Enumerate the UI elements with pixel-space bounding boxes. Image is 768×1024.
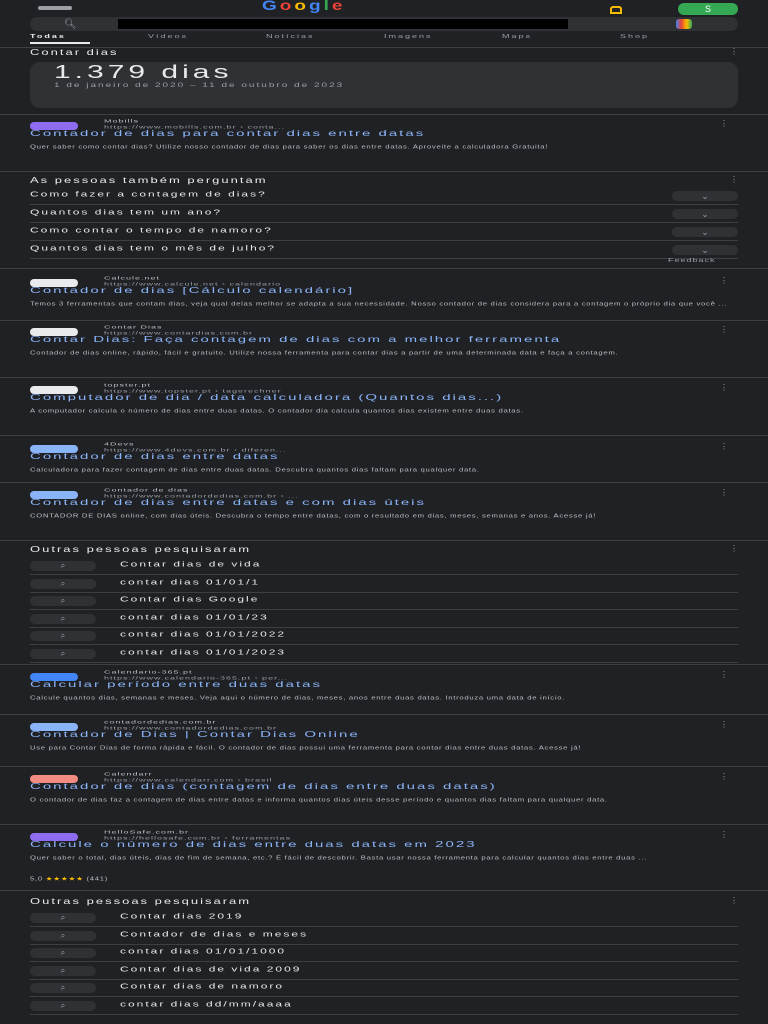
review-count: (441) [86,876,108,882]
related-search-text: contar dias 01/01/2023 [120,647,287,656]
tab-imagens[interactable]: Imagens [384,33,433,39]
search-icon: ⌕ [30,983,96,993]
site-name[interactable]: HelloSafe.com.br [104,829,190,835]
related-search-text: contar dias dd/mm/aaaa [120,999,293,1008]
logo-letter: e [331,0,346,14]
result-snippet: CONTADOR DE DIAS online, com dias úteis. Descubra o tempo entre datas, com o resultado em dias, meses, semanas e anos. Acesse já! [30,513,597,519]
site-name[interactable]: Calendario-365.pt [104,669,193,675]
divider [0,377,768,378]
search-tabs [30,33,738,43]
site-name[interactable]: topster.pt [104,382,152,388]
related-search-text: Contar dias de vida [120,560,262,569]
result-title-link[interactable]: Calcule o número de dias entre duas datas em 2023 [30,840,477,850]
search-icon: ⌕ [30,614,96,624]
search-result [30,668,738,712]
related-search-text: Contador de dias e meses [120,929,309,938]
more-options-icon[interactable]: ⋮ [720,830,728,839]
calculator-date-range[interactable]: 1 de janeiro de 2020 – 11 de outubro de 2023 [54,82,345,89]
related-search-item[interactable] [30,628,738,645]
avatar[interactable]: S [678,3,738,15]
more-options-icon[interactable]: ⋮ [720,442,728,451]
related-search-item[interactable] [30,928,738,945]
related-searches-heading: Outras pessoas pesquisaram [30,544,252,554]
search-result [30,770,738,822]
site-url[interactable]: https://www.topster.pt › tagerechner [104,388,282,394]
divider [0,890,768,891]
related-search-text: Contar dias de namoro [120,982,285,991]
site-url[interactable]: https://hellosafe.com.br › ferramentas [104,835,292,841]
search-box[interactable] [30,17,738,31]
more-options-icon[interactable]: ⋮ [720,670,728,679]
result-snippet: Calculadora para fazer contagem de dias entre duas datas. Descubra quantos dias faltam para qualquer data. [30,467,480,473]
more-options-icon[interactable]: ⋮ [720,119,728,128]
site-url[interactable]: https://www.contardias.com.br [104,330,254,336]
search-icon: ⌕ [30,931,96,941]
divider [0,268,768,269]
divider [0,320,768,321]
divider [0,766,768,767]
calculator-result: 1.379 dias [54,62,233,83]
search-icon: ⌕ [30,596,96,606]
divider [0,714,768,715]
more-options-icon[interactable]: ⋮ [720,720,728,729]
result-snippet: Contador de dias online, rápido, fácil e gratuito. Utilize nossa ferramenta para contar dias a partir de uma determinada data e faça a contagem. [30,350,619,356]
site-name[interactable]: Calcule.net [104,275,161,281]
related-search-text: Contar dias 2019 [120,912,244,921]
more-options-icon[interactable]: ⋮ [720,325,728,334]
logo-letter: G [262,0,280,14]
google-lens-icon[interactable] [676,19,692,29]
paa-question[interactable] [30,206,738,223]
search-icon: ⌕ [30,561,96,571]
search-icon: ⌕ [30,1001,96,1011]
search-result [30,274,738,318]
rating-value: 5,0 [30,876,43,882]
search-result [30,323,738,375]
result-snippet: O contador de dias faz a contagem de dias entre datas e informa quantos dias úteis desse período e quantos dias faltam para qualquer data. [30,797,608,803]
tab-videos[interactable]: Vídeos [148,33,189,39]
divider [0,171,768,172]
more-options-icon[interactable]: ⋮ [720,488,728,497]
search-result [30,381,738,433]
chevron-down-icon[interactable]: ⌄ [672,191,738,201]
more-options-icon[interactable]: ⋮ [730,175,738,184]
result-title-link[interactable]: Computador de dia / data calculadora (Quantos dias...) [30,393,504,403]
result-snippet: Quer saber o total, dias úteis, dias de fim de semana, etc.? É fácil de descobrir. Basta usar nossa ferramenta para calcular quantos dias entre duas ... [30,855,648,861]
paa-question-text: Como contar o tempo de namoro? [30,226,273,235]
paa-question-text: Quantos dias tem um ano? [30,208,223,217]
result-snippet: Quer saber como contar dias? Utilize nosso contador de dias para saber os dias entre datas. Aproveite a calculadora Gratuita! [30,144,549,150]
date-calculator-card [30,62,738,108]
logo-letter: g [309,0,324,14]
search-icon: ⌕ [30,913,96,923]
site-url[interactable]: https://www.mobills.com.br › conta... [104,124,286,130]
result-snippet: A computador calcula o número de dias entre duas datas. O contador dia calcula quantos dias existem entre duas datas. [30,408,524,414]
logo-letter: o [279,0,295,14]
calculator-heading: Contar dias [30,47,119,57]
logo-letter: l [323,0,332,14]
site-url[interactable]: https://www.contadordedias.com.br [104,725,278,731]
search-result [30,718,738,764]
paa-question-text: Quantos dias tem o mês de julho? [30,244,277,253]
site-url[interactable]: https://www.calendario-365.pt › per... [104,675,289,681]
result-title-link[interactable]: Contador de dias entre datas [30,452,280,462]
related-search-text: contar dias 01/01/1 [120,577,261,586]
more-options-icon[interactable]: ⋮ [730,544,738,553]
active-tab-indicator [30,42,90,44]
paa-question[interactable] [30,188,738,205]
feedback-link[interactable]: Feedback [668,257,716,263]
menu-icon[interactable] [38,6,72,10]
tab-todas[interactable]: Todas [30,33,66,39]
result-title-link[interactable]: Contador de dias (contagem de dias entre duas datas) [30,782,497,792]
more-options-icon[interactable]: ⋮ [720,276,728,285]
search-result [30,117,738,169]
related-search-item[interactable] [30,980,738,997]
related-search-item[interactable] [30,646,738,663]
paa-question[interactable] [30,242,738,259]
divider [0,540,768,541]
more-options-icon[interactable]: ⋮ [720,772,728,781]
related-search-item[interactable] [30,963,738,980]
chevron-down-icon[interactable]: ⌄ [672,209,738,219]
search-input[interactable] [118,19,568,29]
top-bar [0,0,768,16]
paa-question-text: Como fazer a contagem de dias? [30,190,267,199]
chevron-down-icon[interactable]: ⌄ [672,227,738,237]
divider [0,435,768,436]
tab-noticias[interactable]: Notícias [266,33,315,39]
result-title-link[interactable]: Contar Dias: Faça contagem de dias com a melhor ferramenta [30,335,562,345]
paa-heading: As pessoas também perguntam [30,175,268,185]
site-url[interactable]: https://www.4devs.com.br › diferen... [104,447,287,453]
search-icon: ⌕ [30,948,96,958]
related-search-text: contar dias 01/01/1000 [120,947,287,956]
related-search-text: contar dias 01/01/2022 [120,630,287,639]
search-icon: ⌕ [30,966,96,976]
divider [0,114,768,115]
result-title-link[interactable]: Contador de dias para contar dias entre datas [30,129,426,139]
result-title-link[interactable]: Calcular período entre duas datas [30,680,322,690]
search-result [30,440,738,480]
search-result [30,828,738,888]
result-snippet: Use para Contar Dias de forma rápida e fácil. O contador de dias possui uma ferramenta para contar dias entre duas datas. Acesse já! [30,745,582,751]
related-search-item[interactable] [30,910,738,927]
related-search-item[interactable] [30,611,738,628]
search-icon: ⌕ [30,649,96,659]
result-title-link[interactable]: Contador de dias entre datas e com dias úteis [30,498,427,508]
tab-shop[interactable]: Shop [620,33,650,39]
search-icon: 🔍︎ [64,19,77,30]
related-search-item[interactable] [30,593,738,610]
related-search-item[interactable] [30,558,738,575]
paa-question[interactable] [30,224,738,241]
search-icon: ⌕ [30,579,96,589]
chevron-down-icon[interactable]: ⌄ [672,245,738,255]
rating-stars: ★★★★★ [45,876,84,882]
google-logo[interactable] [262,0,512,15]
result-snippet: Temos 3 ferramentas que contam dias, veja qual delas melhor se adapta a sua necessidade. Nosso contador de dias considera para a contagem o próprio dia que você ... [30,301,727,307]
related-search-item[interactable] [30,945,738,962]
related-search-text: contar dias 01/01/23 [120,612,269,621]
related-search-item[interactable] [30,576,738,593]
site-name[interactable]: Contar Dias [104,324,163,330]
divider [0,824,768,825]
result-title-link[interactable]: Contador de dias [Cálculo calendário] [30,286,355,296]
result-snippet: Calcule quantos dias, semanas e meses. Veja aqui o número de dias, meses, anos entre duas datas. Introduza uma data de início. [30,695,566,701]
rating-row [30,876,730,883]
search-result [30,486,738,538]
site-url[interactable]: https://www.calcule.net › calendario [104,281,282,287]
site-name[interactable]: Mobills [104,118,140,124]
divider [0,664,768,665]
site-url[interactable]: https://www.contadordedias.com.br › ... [104,493,299,499]
site-name[interactable]: contadordedias.com.br [104,719,217,725]
tab-maps[interactable]: Maps [502,33,533,39]
related-search-text: Contar dias Google [120,595,260,604]
related-search-item[interactable] [30,998,738,1015]
more-options-icon[interactable]: ⋮ [730,47,738,56]
related-searches-heading: Outras pessoas pesquisaram [30,896,252,906]
more-options-icon[interactable]: ⋮ [730,896,738,905]
result-title-link[interactable]: Contador de Dias | Contar Dias Online [30,730,360,740]
logo-letter: o [294,0,309,14]
related-search-text: Contar dias de vida 2009 [120,964,302,973]
search-icon: ⌕ [30,631,96,641]
site-name[interactable]: 4Devs [104,441,135,447]
site-name[interactable]: Calendarr [104,771,153,777]
notifications-icon[interactable] [610,6,622,14]
divider [0,482,768,483]
site-name[interactable]: Contador de dias [104,487,189,493]
more-options-icon[interactable]: ⋮ [720,383,728,392]
site-url[interactable]: https://www.calendarr.com › brasil [104,777,273,783]
